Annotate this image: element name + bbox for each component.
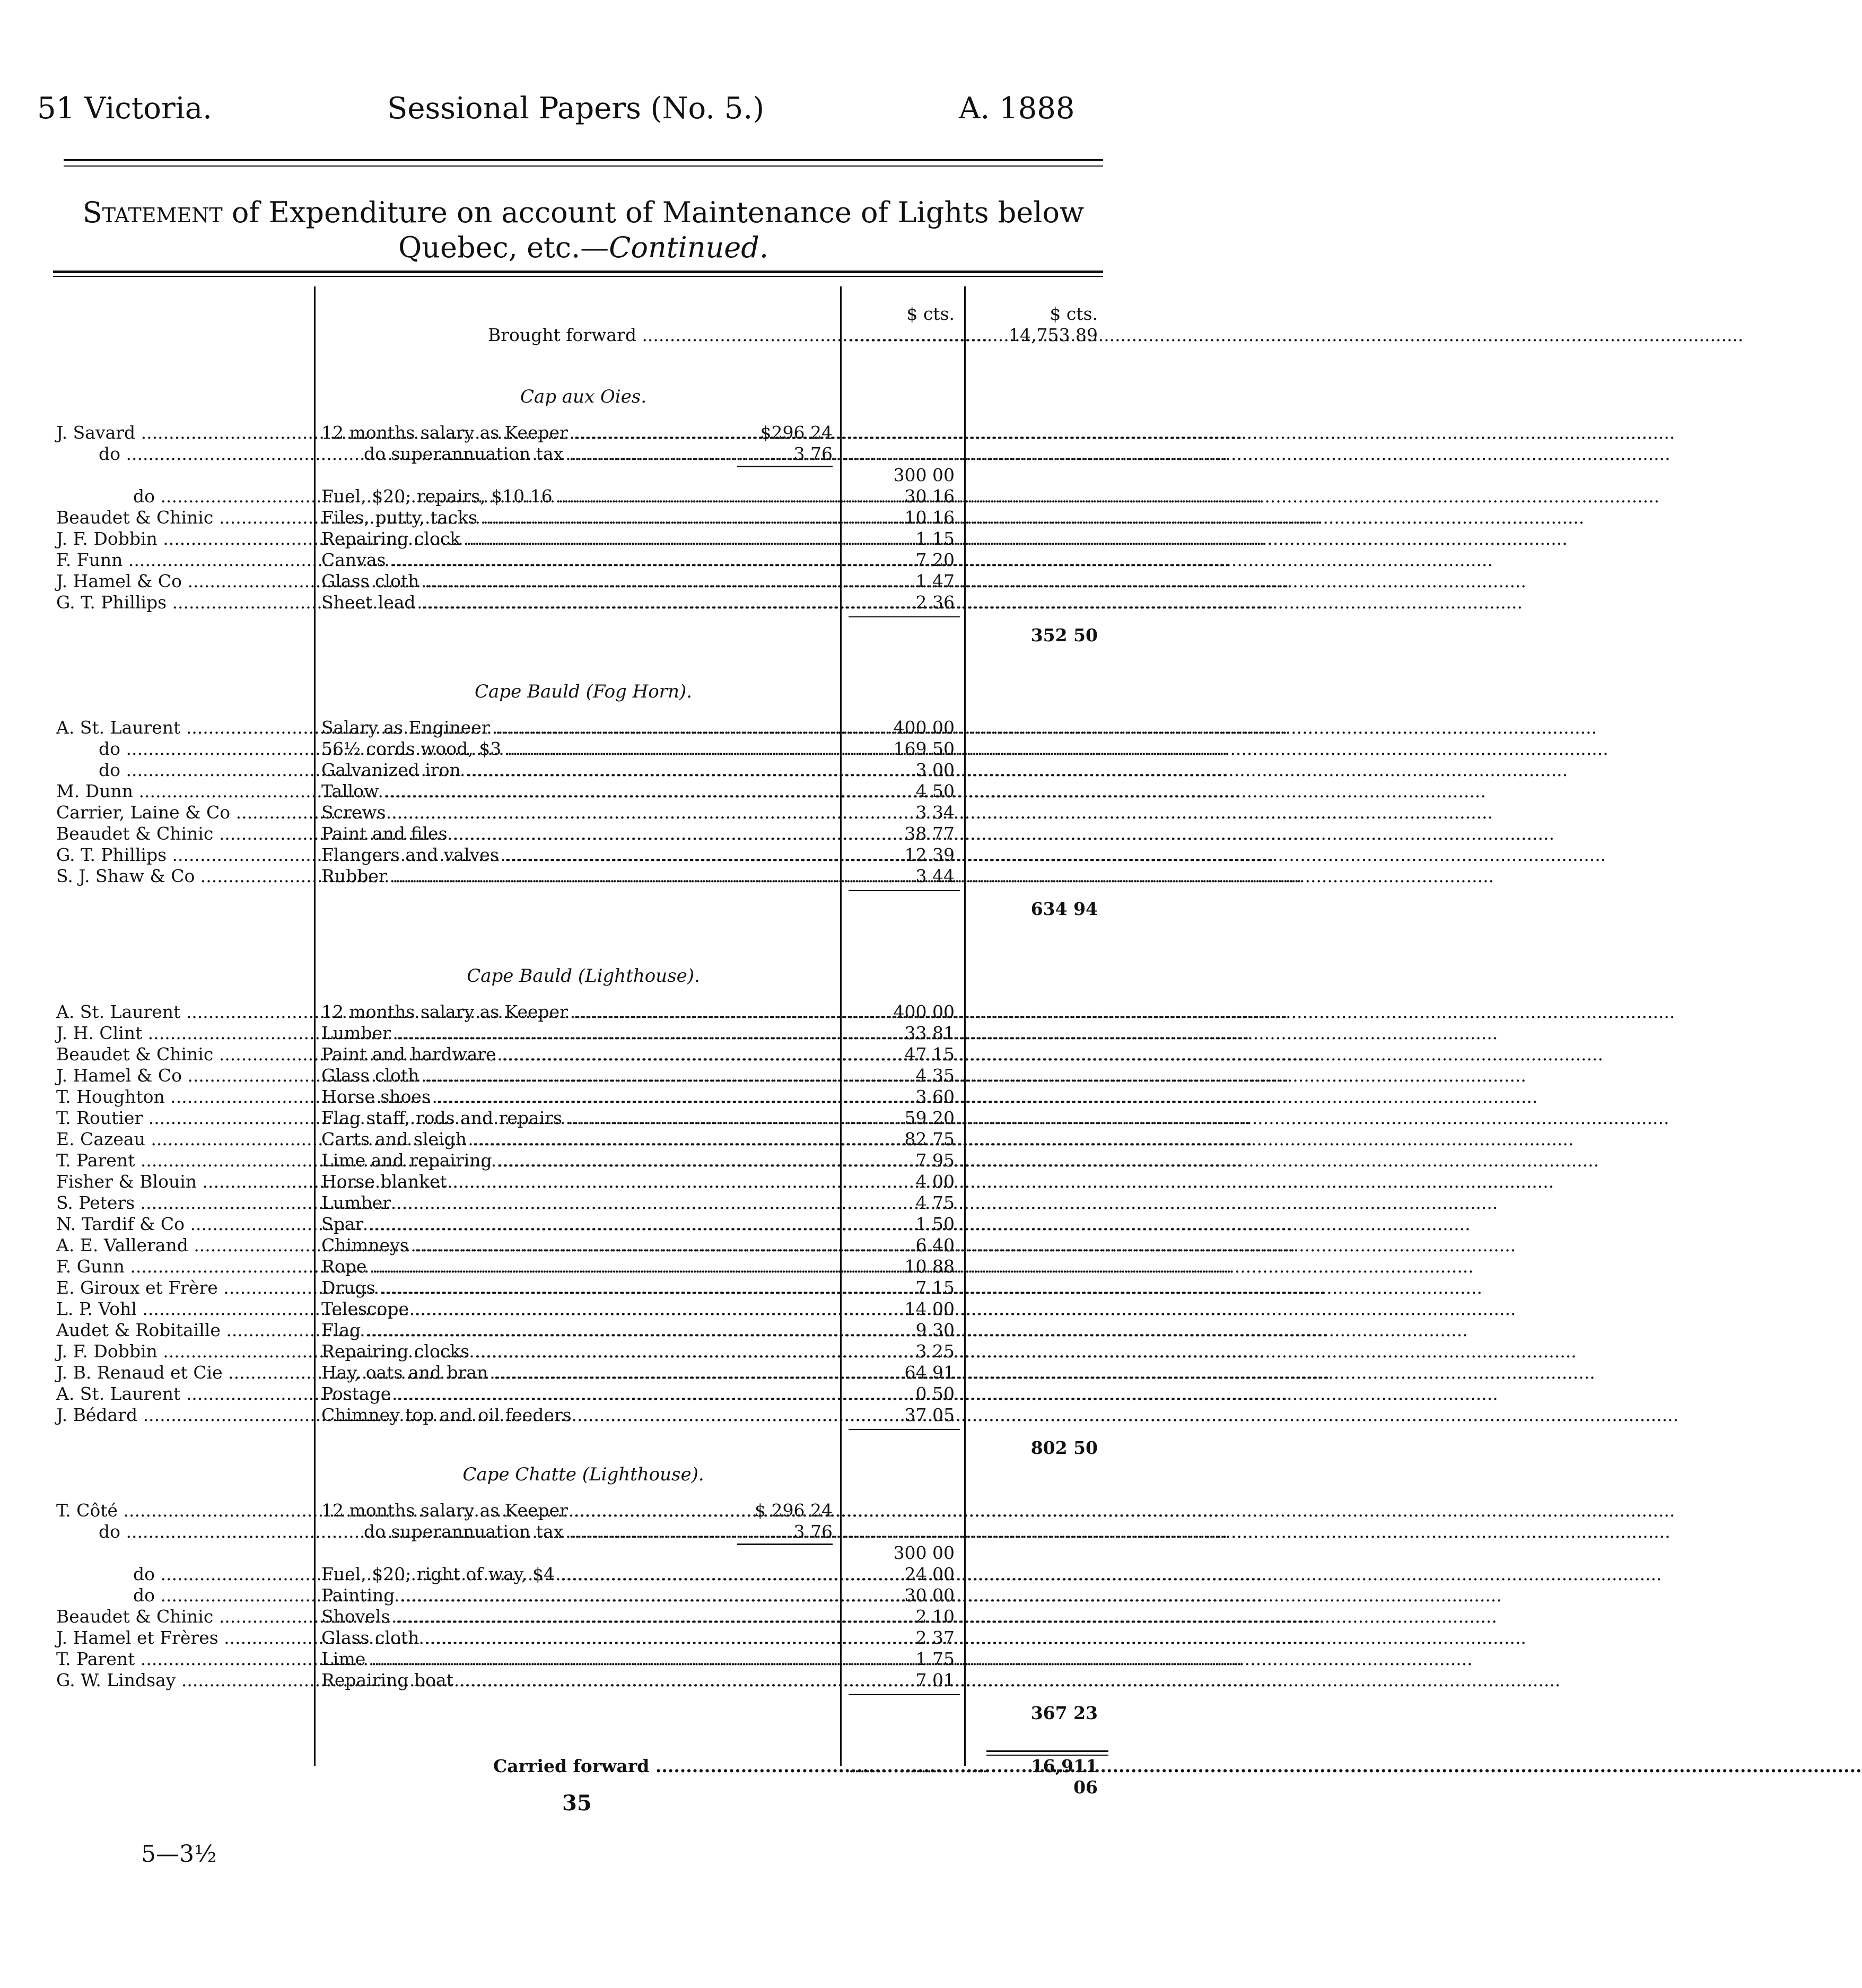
row-payee: M. Dunn ..... [56, 781, 311, 802]
carried-forward-row [0, 1756, 1247, 1798]
row-subamount: 3 76 [793, 1521, 833, 1542]
ledger-row [0, 1129, 1247, 1150]
row-payee: T. Routier ..... [56, 1108, 311, 1129]
row-description: Postage ..... [321, 1383, 829, 1405]
row-payee: E. Cazeau ..... [56, 1129, 311, 1150]
row-description: 12 months salary as Keeper ..... [321, 1001, 829, 1023]
row-payee: do ..... [56, 1521, 311, 1542]
row-amount: 4 35 [915, 1065, 955, 1086]
row-amount: 38 77 [904, 823, 955, 844]
row-amount: 30 16 [904, 486, 955, 507]
brought-forward-label: Brought forward ..... [488, 325, 833, 346]
row-description: Fuel, $20; right of way, $4 ..... [321, 1564, 829, 1585]
ledger-row [0, 1001, 1247, 1023]
row-amount: 7 01 [915, 1670, 955, 1690]
section-sum-rule [849, 890, 960, 891]
ledger-row [0, 802, 1247, 823]
ledger-row [0, 1320, 1247, 1341]
section-total-row [0, 899, 1247, 920]
row-payee: Carrier, Laine & Co ..... [56, 802, 311, 823]
row-amount: 400 00 [893, 1001, 955, 1022]
row-amount: 300 00 [893, 465, 955, 485]
title-line2: Quebec, etc.— [398, 231, 609, 264]
row-payee: S. J. Shaw & Co ..... [56, 866, 311, 887]
section-title: Cape Bauld (Fog Horn). [475, 681, 692, 702]
row-description: Tallow ..... [321, 781, 829, 802]
carried-forward-label: Carried forward ..... [493, 1756, 833, 1777]
ledger-row [0, 1649, 1247, 1670]
row-description: Flag ..... [321, 1320, 829, 1341]
row-description: Painting ..... [321, 1585, 829, 1606]
row-description: Horse blanket ..... [321, 1171, 829, 1192]
statement-title [53, 195, 1114, 265]
row-amount: 1 47 [915, 571, 955, 591]
row-payee: L. P. Vohl ..... [56, 1298, 311, 1320]
ledger-row [0, 823, 1247, 844]
row-payee: do ..... [56, 486, 311, 507]
row-amount: 59 20 [904, 1108, 955, 1128]
row-payee: do ..... [56, 1585, 311, 1606]
ledger-row [0, 1564, 1247, 1585]
row-amount: 3 25 [915, 1341, 955, 1362]
header-right: A. 1888 [959, 91, 1075, 126]
brought-forward-dots: ......................... [849, 325, 988, 345]
row-description: Canvas ..... [321, 550, 829, 571]
row-payee: T. Houghton ..... [56, 1086, 311, 1108]
ledger-row [0, 1500, 1247, 1521]
row-subamount: 3 76 [793, 443, 833, 464]
header-left: 51 Victoria. [37, 91, 212, 126]
row-description: Repairing clock ..... [321, 528, 829, 550]
row-description: Hay, oats and bran ..... [321, 1362, 829, 1383]
row-description: Sheet lead ..... [321, 592, 829, 613]
row-amount: 4 50 [915, 781, 955, 801]
ledger-row [0, 1585, 1247, 1606]
row-amount: 9 30 [915, 1320, 955, 1340]
row-description: Screws ..... [321, 802, 829, 823]
row-amount: 7 95 [915, 1150, 955, 1171]
row-amount: 4 75 [915, 1192, 955, 1213]
row-amount: 169 50 [893, 738, 955, 759]
row-amount: 47 15 [904, 1044, 955, 1065]
ledger-row [0, 1023, 1247, 1044]
ledger-row [0, 760, 1247, 781]
row-payee: Beaudet & Chinic ..... [56, 1044, 311, 1065]
row-payee: do ..... [56, 738, 311, 760]
row-amount: 0 50 [915, 1383, 955, 1404]
ledger-row [0, 1383, 1247, 1405]
row-amount: 82 75 [904, 1129, 955, 1149]
section-sum-rule [849, 1429, 960, 1430]
ledger-row [0, 507, 1247, 528]
row-subamount: $ 296 24 [755, 1500, 833, 1521]
row-description: Chimney top and oil feeders ..... [321, 1405, 829, 1426]
ledger-row [0, 1256, 1247, 1277]
ledger-row [0, 571, 1247, 592]
ledger-row [0, 866, 1247, 887]
row-amount: 2 10 [915, 1606, 955, 1627]
row-amount: 14 00 [904, 1298, 955, 1319]
row-description: Galvanized iron ..... [321, 760, 829, 781]
section-total-row [0, 625, 1247, 646]
row-description: Paint and hardware ..... [321, 1044, 829, 1065]
row-payee: A. St. Laurent ..... [56, 1383, 311, 1405]
row-payee: Beaudet & Chinic ..... [56, 823, 311, 844]
row-amount: 1 75 [915, 1649, 955, 1669]
row-description: Spar ..... [321, 1214, 829, 1235]
section-title: Cape Chatte (Lighthouse). [462, 1464, 704, 1485]
ledger-row [0, 1670, 1247, 1691]
row-description: Lumber ..... [321, 1192, 829, 1214]
section-sum-rule [849, 616, 960, 617]
row-description: do superannuation tax ..... [321, 1521, 724, 1542]
row-amount: 4 00 [915, 1171, 955, 1192]
row-amount: 12 39 [904, 844, 955, 865]
brought-forward-row [0, 325, 1247, 346]
footer-mark: 5—3½ [141, 1841, 217, 1868]
ledger-row [0, 1277, 1247, 1298]
ledger-row [0, 1108, 1247, 1129]
row-description: Rubber ..... [321, 866, 829, 887]
row-payee: J. Hamel et Frères ..... [56, 1627, 311, 1649]
row-amount: 3 34 [915, 802, 955, 823]
row-payee: J. Savard ..... [56, 422, 311, 443]
row-payee: Beaudet & Chinic ..... [56, 1606, 311, 1627]
ledger-row [0, 1192, 1247, 1214]
row-description: 12 months salary as Keeper ..... [321, 1500, 724, 1521]
header-rule-thick [64, 159, 1103, 161]
row-payee: F. Gunn ..... [56, 1256, 311, 1277]
ledger-row [0, 1298, 1247, 1320]
section-title: Cape Bauld (Lighthouse). [467, 965, 700, 987]
row-payee: Beaudet & Chinic ..... [56, 507, 311, 528]
ledger-row [0, 1044, 1247, 1065]
row-description: Lime and repairing ..... [321, 1150, 829, 1171]
ledger-row [0, 1150, 1247, 1171]
row-description: Paint and files ..... [321, 823, 829, 844]
row-amount: 37 05 [904, 1405, 955, 1425]
row-amount: 30 00 [904, 1585, 955, 1606]
row-payee: J. H. Clint ..... [56, 1023, 311, 1044]
row-description: Repairing boat ..... [321, 1670, 829, 1691]
row-payee: A. St. Laurent ..... [56, 1001, 311, 1023]
row-amount: 33 81 [904, 1023, 955, 1043]
row-amount: 3 44 [915, 866, 955, 886]
section-total-row [0, 1437, 1247, 1459]
title-rest: of Expenditure on account of Maintenance of Lights below [222, 196, 1085, 229]
ledger-row [0, 443, 1247, 465]
ledger-row [0, 844, 1247, 866]
ledger-row [0, 1341, 1247, 1362]
title-lead: Statement [82, 196, 223, 229]
header-rule-thin [64, 165, 1103, 167]
carried-forward-total: 16,911 06 [1030, 1756, 1098, 1798]
row-amount: 24 00 [904, 1564, 955, 1584]
ledger-row [0, 781, 1247, 802]
row-payee: T. Parent ..... [56, 1150, 311, 1171]
row-payee: do ..... [56, 1564, 311, 1585]
ledger-row [0, 465, 1247, 486]
ledger-row [0, 1214, 1247, 1235]
row-description: Fuel, $20; repairs, $10.16 ..... [321, 486, 829, 507]
section-total: 352 50 [1030, 625, 1098, 646]
ledger-row [0, 738, 1247, 760]
title-rule-thick [53, 271, 1103, 273]
row-amount: 1 15 [915, 528, 955, 549]
ledger-row [0, 1542, 1247, 1564]
row-description: Rope ..... [321, 1256, 829, 1277]
row-description: Telescope ..... [321, 1298, 829, 1320]
row-payee: Fisher & Blouin ..... [56, 1171, 311, 1192]
row-amount: 6 40 [915, 1235, 955, 1255]
row-description: 12 months salary as Keeper ..... [321, 422, 724, 443]
ledger-row [0, 550, 1247, 571]
header-center: Sessional Papers (No. 5.) [387, 91, 765, 126]
brought-forward-total: 14,753 89 [1009, 325, 1098, 345]
ledger-row [0, 1362, 1247, 1383]
row-description: Shovels ..... [321, 1606, 829, 1627]
row-payee: J. Hamel & Co ..... [56, 1065, 311, 1086]
row-amount: 400 00 [893, 717, 955, 738]
ledger-row [0, 1606, 1247, 1627]
ledger-row [0, 422, 1247, 443]
ledger-row [0, 528, 1247, 550]
row-description: Repairing clocks ..... [321, 1341, 829, 1362]
row-amount: 64 91 [904, 1362, 955, 1383]
ledger-row [0, 1235, 1247, 1256]
col2-header: $ cts. [1050, 303, 1098, 324]
row-description: Glass cloth ..... [321, 1627, 829, 1649]
section-title: Cap aux Oies. [520, 386, 647, 407]
row-payee: Audet & Robitaille ..... [56, 1320, 311, 1341]
row-amount: 2 36 [915, 592, 955, 613]
ledger-row [0, 717, 1247, 738]
carried-forward-dots: ......................... [849, 1756, 988, 1776]
title-line2-italic: Continued. [609, 231, 768, 264]
row-description: Files, putty, tacks ..... [321, 507, 829, 528]
ledger-row [0, 1405, 1247, 1426]
row-description: Glass cloth ..... [321, 571, 829, 592]
row-payee: E. Giroux et Frère ..... [56, 1277, 311, 1298]
ledger-row [0, 1086, 1247, 1108]
ledger-row [0, 1171, 1247, 1192]
row-description: Lime ..... [321, 1649, 829, 1670]
row-payee: G. T. Phillips ..... [56, 844, 311, 866]
row-payee: F. Funn ..... [56, 550, 311, 571]
row-amount: 3 00 [915, 760, 955, 780]
row-description: Glass cloth ..... [321, 1065, 829, 1086]
row-amount: 10 16 [904, 507, 955, 528]
ledger-row [0, 486, 1247, 507]
row-payee: A. St. Laurent ..... [56, 717, 311, 738]
ledger-row [0, 1627, 1247, 1649]
row-description: Lumber ..... [321, 1023, 829, 1044]
row-amount: 10 88 [904, 1256, 955, 1277]
row-payee: T. Côté ..... [56, 1500, 311, 1521]
row-payee: N. Tardif & Co ..... [56, 1214, 311, 1235]
row-amount: 3 60 [915, 1086, 955, 1107]
row-description: Carts and sleigh ..... [321, 1129, 829, 1150]
row-payee: S. Peters ..... [56, 1192, 311, 1214]
row-description: Flag staff, rods and repairs ..... [321, 1108, 829, 1129]
row-amount: 7 15 [915, 1277, 955, 1298]
row-payee: J. B. Renaud et Cie ..... [56, 1362, 311, 1383]
row-payee: A. E. Vallerand ..... [56, 1235, 311, 1256]
row-payee: G. W. Lindsay ..... [56, 1670, 311, 1691]
row-description: Horse shoes ..... [321, 1086, 829, 1108]
row-description: Drugs ..... [321, 1277, 829, 1298]
row-description: do superannuation tax ..... [321, 443, 724, 465]
ledger-row [0, 592, 1247, 613]
row-payee: J. Hamel & Co ..... [56, 571, 311, 592]
row-payee: do ..... [56, 760, 311, 781]
ledger-row [0, 1521, 1247, 1542]
section-sum-rule [849, 1694, 960, 1695]
col1-header: $ cts. [906, 303, 955, 324]
row-amount: 1 50 [915, 1214, 955, 1234]
row-description: Flangers and valves ..... [321, 844, 829, 866]
section-total: 367 23 [1030, 1703, 1098, 1723]
row-subamount: $296 24 [760, 422, 833, 443]
row-payee: J. Bédard ..... [56, 1405, 311, 1426]
page-number: 35 [562, 1791, 592, 1816]
row-amount: 2 37 [915, 1627, 955, 1648]
section-total: 634 94 [1030, 899, 1098, 919]
row-payee: J. F. Dobbin ..... [56, 1341, 311, 1362]
section-total-row [0, 1703, 1247, 1724]
section-total: 802 50 [1030, 1437, 1098, 1458]
row-payee: do ..... [56, 443, 311, 465]
row-payee: J. F. Dobbin ..... [56, 528, 311, 550]
row-description: Chimneys ..... [321, 1235, 829, 1256]
row-payee: T. Parent ..... [56, 1649, 311, 1670]
row-description: 56½ cords wood, $3 ..... [321, 738, 829, 760]
row-payee: G. T. Phillips ..... [56, 592, 311, 613]
row-amount: 7 20 [915, 550, 955, 570]
column-headers [0, 303, 1247, 325]
row-description: Salary as Engineer ..... [321, 717, 829, 738]
title-rule-thin [53, 276, 1103, 277]
row-amount: 300 00 [893, 1542, 955, 1563]
carried-rule-top [986, 1750, 1108, 1752]
ledger-row [0, 1065, 1247, 1086]
